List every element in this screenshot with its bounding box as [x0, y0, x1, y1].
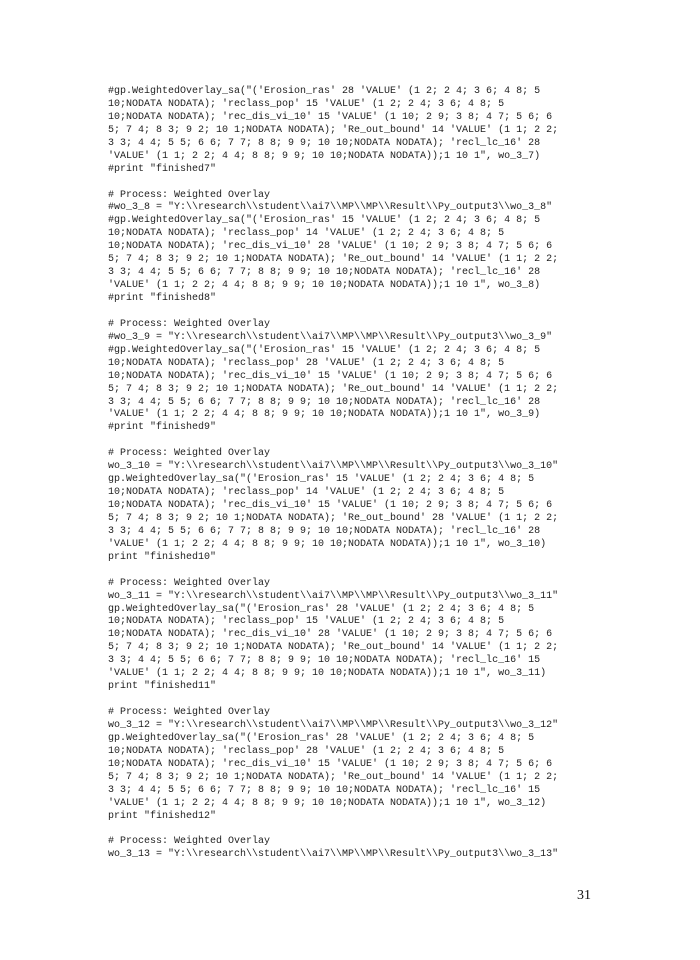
code-line: 10;NODATA NODATA); 'rec_dis_vi_10' 15 'VALUE' (1 10; 2 9; 3 8; 4 7; 5 6; 6	[108, 500, 553, 511]
code-line: 10;NODATA NODATA); 'reclass_pop' 14 'VALUE' (1 2; 2 4; 3 6; 4 8; 5	[108, 228, 505, 240]
code-line: wo_3_11 = "Y:\\research\\student\\ai7\\MP\\MP\\Result\\Py_output3\\wo_3_11"	[108, 590, 559, 602]
code-line: #print "finished7"	[108, 163, 217, 175]
code-line: 10;NODATA NODATA); 'reclass_pop' 14 'VALUE' (1 2; 2 4; 3 6; 4 8; 5	[108, 487, 505, 499]
code-line: gp.WeightedOverlay_sa("('Erosion_ras' 15 'VALUE' (1 2; 2 4; 3 6; 4 8; 5	[108, 474, 535, 486]
code-line: 10;NODATA NODATA); 'rec_dis_vi_10' 28 'VALUE' (1 10; 2 9; 3 8; 4 7; 5 6; 6	[108, 629, 553, 641]
code-line: # Process: Weighted Overlay	[108, 318, 271, 330]
block-spacer	[108, 177, 668, 190]
code-line: wo_3_12 = "Y:\\research\\student\\ai7\\MP\\MP\\Result\\Py_output3\\wo_3_12"	[108, 719, 559, 731]
code-line: #gp.WeightedOverlay_sa("('Erosion_ras' 28 'VALUE' (1 2; 2 4; 3 6; 4 8; 5	[108, 86, 541, 97]
block-spacer	[108, 435, 668, 448]
code-line: 3 3; 4 4; 5 5; 6 6; 7 7; 8 8; 9 9; 10 10;NODATA NODATA); 'recl_lc_16' 28	[108, 396, 541, 408]
code-line: 5; 7 4; 8 3; 9 2; 10 1;NODATA NODATA); 'Re_out_bound' 14 'VALUE' (1 1; 2 2;	[108, 642, 559, 654]
code-line: gp.WeightedOverlay_sa("('Erosion_ras' 28 'VALUE' (1 2; 2 4; 3 6; 4 8; 5	[108, 732, 535, 744]
code-line: 3 3; 4 4; 5 5; 6 6; 7 7; 8 8; 9 9; 10 10;NODATA NODATA); 'recl_lc_16' 15	[108, 655, 541, 667]
code-block	[108, 836, 668, 862]
code-line: 10;NODATA NODATA); 'reclass_pop' 15 'VALUE' (1 2; 2 4; 3 6; 4 8; 5	[108, 98, 505, 110]
code-line: 'VALUE' (1 1; 2 2; 4 4; 8 8; 9 9; 10 10;NODATA NODATA));1 10 1", wo_3_12)	[108, 797, 547, 809]
code-line: 10;NODATA NODATA); 'reclass_pop' 15 'VALUE' (1 2; 2 4; 3 6; 4 8; 5	[108, 616, 505, 628]
code-line: 'VALUE' (1 1; 2 2; 4 4; 8 8; 9 9; 10 10;NODATA NODATA));1 10 1", wo_3_8)	[108, 280, 541, 292]
code-line: #wo_3_9 = "Y:\\research\\student\\ai7\\MP\\MP\\Result\\Py_output3\\wo_3_9"	[108, 331, 553, 343]
code-line: wo_3_10 = "Y:\\research\\student\\ai7\\MP\\MP\\Result\\Py_output3\\wo_3_10"	[108, 461, 559, 473]
code-line: 5; 7 4; 8 3; 9 2; 10 1;NODATA NODATA); 'Re_out_bound' 28 'VALUE' (1 1; 2 2;	[108, 512, 559, 524]
code-line: #gp.WeightedOverlay_sa("('Erosion_ras' 15 'VALUE' (1 2; 2 4; 3 6; 4 8; 5	[108, 344, 541, 356]
code-line: # Process: Weighted Overlay	[108, 577, 271, 589]
code-block	[108, 578, 668, 694]
code-line: # Process: Weighted Overlay	[108, 836, 271, 848]
code-line: 10;NODATA NODATA); 'reclass_pop' 28 'VALUE' (1 2; 2 4; 3 6; 4 8; 5	[108, 357, 505, 369]
code-block	[108, 190, 668, 306]
code-line: # Process: Weighted Overlay	[108, 707, 271, 718]
code-line: 'VALUE' (1 1; 2 2; 4 4; 8 8; 9 9; 10 10;NODATA NODATA));1 10 1", wo_3_9)	[108, 409, 541, 421]
code-line: 3 3; 4 4; 5 5; 6 6; 7 7; 8 8; 9 9; 10 10;NODATA NODATA); 'recl_lc_16' 15	[108, 784, 541, 796]
code-line: #wo_3_8 = "Y:\\research\\student\\ai7\\MP\\MP\\Result\\Py_output3\\wo_3_8"	[108, 202, 553, 214]
code-line: 10;NODATA NODATA); 'rec_dis_vi_10' 15 'VALUE' (1 10; 2 9; 3 8; 4 7; 5 6; 6	[108, 758, 553, 770]
code-line: 3 3; 4 4; 5 5; 6 6; 7 7; 8 8; 9 9; 10 10;NODATA NODATA); 'recl_lc_16' 28	[108, 267, 541, 279]
code-line: #gp.WeightedOverlay_sa("('Erosion_ras' 15 'VALUE' (1 2; 2 4; 3 6; 4 8; 5	[108, 215, 541, 227]
code-block	[108, 448, 668, 564]
code-line: 'VALUE' (1 1; 2 2; 4 4; 8 8; 9 9; 10 10;NODATA NODATA));1 10 1", wo_3_7)	[108, 150, 541, 162]
code-line: 3 3; 4 4; 5 5; 6 6; 7 7; 8 8; 9 9; 10 10;NODATA NODATA); 'recl_lc_16' 28	[108, 137, 541, 149]
code-line: # Process: Weighted Overlay	[108, 448, 271, 460]
code-listing	[108, 86, 668, 862]
code-line: 5; 7 4; 8 3; 9 2; 10 1;NODATA NODATA); 'Re_out_bound' 14 'VALUE' (1 1; 2 2;	[108, 124, 559, 136]
code-line: gp.WeightedOverlay_sa("('Erosion_ras' 28 'VALUE' (1 2; 2 4; 3 6; 4 8; 5	[108, 603, 535, 615]
block-spacer	[108, 565, 668, 578]
code-block	[108, 319, 668, 435]
code-line: 10;NODATA NODATA); 'rec_dis_vi_10' 15 'VALUE' (1 10; 2 9; 3 8; 4 7; 5 6; 6	[108, 370, 553, 382]
code-block	[108, 707, 668, 823]
code-line: print "finished11"	[108, 681, 217, 693]
block-spacer	[108, 823, 668, 836]
code-line: print "finished12"	[108, 810, 217, 822]
code-line: 10;NODATA NODATA); 'reclass_pop' 28 'VALUE' (1 2; 2 4; 3 6; 4 8; 5	[108, 745, 505, 757]
page-number: 31	[577, 888, 591, 903]
code-line: 'VALUE' (1 1; 2 2; 4 4; 8 8; 9 9; 10 10;NODATA NODATA));1 10 1", wo_3_10)	[108, 538, 547, 550]
code-line: 5; 7 4; 8 3; 9 2; 10 1;NODATA NODATA); 'Re_out_bound' 14 'VALUE' (1 1; 2 2;	[108, 771, 559, 783]
code-line: #print "finished9"	[108, 422, 217, 434]
block-spacer	[108, 306, 668, 319]
code-line: # Process: Weighted Overlay	[108, 189, 271, 201]
code-line: 5; 7 4; 8 3; 9 2; 10 1;NODATA NODATA); 'Re_out_bound' 14 'VALUE' (1 1; 2 2;	[108, 254, 559, 266]
code-line: 10;NODATA NODATA); 'rec_dis_vi_10' 28 'VALUE' (1 10; 2 9; 3 8; 4 7; 5 6; 6	[108, 241, 553, 253]
code-line: #print "finished8"	[108, 293, 217, 304]
code-block	[108, 86, 668, 177]
code-line: 3 3; 4 4; 5 5; 6 6; 7 7; 8 8; 9 9; 10 10;NODATA NODATA); 'recl_lc_16' 28	[108, 525, 541, 537]
code-line: wo_3_13 = "Y:\\research\\student\\ai7\\MP\\MP\\Result\\Py_output3\\wo_3_13"	[108, 849, 559, 861]
code-line: 10;NODATA NODATA); 'rec_dis_vi_10' 15 'VALUE' (1 10; 2 9; 3 8; 4 7; 5 6; 6	[108, 111, 553, 123]
code-line: print "finished10"	[108, 551, 217, 563]
code-line: 5; 7 4; 8 3; 9 2; 10 1;NODATA NODATA); 'Re_out_bound' 14 'VALUE' (1 1; 2 2;	[108, 383, 559, 395]
block-spacer	[108, 694, 668, 707]
code-line: 'VALUE' (1 1; 2 2; 4 4; 8 8; 9 9; 10 10;NODATA NODATA));1 10 1", wo_3_11)	[108, 668, 547, 680]
